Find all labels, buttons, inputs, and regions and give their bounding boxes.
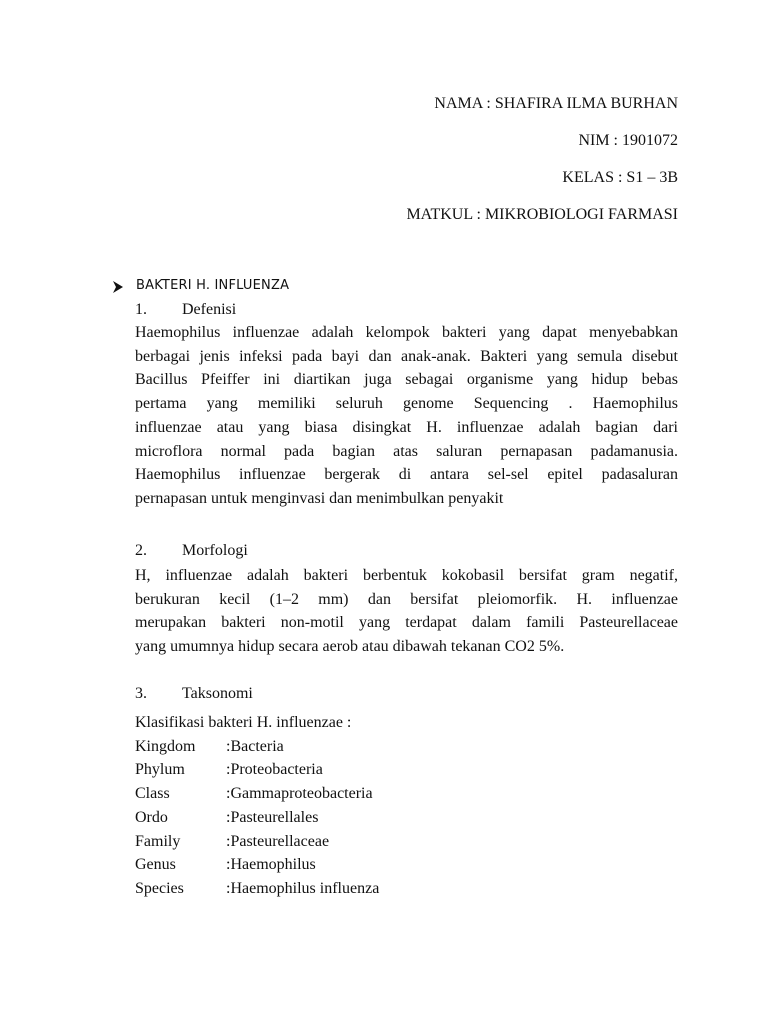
- taxonomy-key: Genus: [135, 856, 176, 874]
- paragraph-defenisi: [135, 321, 678, 511]
- taxonomy-value: :Pasteurellaceae: [226, 832, 330, 850]
- taxonomy-row: [135, 735, 379, 759]
- section-heading-taksonomi: [135, 683, 253, 705]
- section-heading-defenisi: [135, 299, 236, 321]
- paragraph-line: influenzae atau yang biasa disingkat H. influenzae adalah bagian dari: [135, 418, 678, 436]
- section-title: Morfologi: [182, 542, 248, 559]
- taxonomy-key: Class: [135, 785, 170, 803]
- taxonomy-value: :Haemophilus: [226, 856, 316, 874]
- header-nim: NIM : 1901072: [578, 132, 678, 149]
- taxonomy-row: [135, 758, 379, 782]
- bullet-title: BAKTERI H. INFLUENZA: [136, 278, 290, 293]
- taxonomy-key: Species: [135, 879, 184, 897]
- paragraph-line: Haemophilus influenzae bergerak di antara sel-sel epitel padasaluran: [135, 466, 678, 484]
- taxonomy-key: Ordo: [135, 808, 168, 826]
- paragraph-morfologi: [135, 564, 678, 659]
- section-heading-morfologi: [135, 540, 248, 562]
- taxonomy-value: :Proteobacteria: [226, 761, 323, 779]
- section-number: 3.: [135, 685, 147, 702]
- taxonomy-key: Kingdom: [135, 737, 196, 755]
- taxonomy-value: :Bacteria: [226, 737, 284, 755]
- taxonomy-key: Phylum: [135, 761, 185, 779]
- header-nama: NAMA : SHAFIRA ILMA BURHAN: [434, 95, 678, 112]
- section-number: 2.: [135, 542, 147, 559]
- paragraph-line: Haemophilus influenzae adalah kelompok bakteri yang dapat menyebabkan: [135, 324, 678, 341]
- arrow-bullet-icon: [112, 280, 124, 292]
- paragraph-line: H, influenzae adalah bakteri berbentuk kokobasil bersifat gram negatif,: [135, 567, 678, 584]
- section-title: Defenisi: [182, 301, 237, 318]
- paragraph-line: pertama yang memiliki seluruh genome Sequencing . Haemophilus: [135, 395, 678, 413]
- taxonomy-row: [135, 877, 379, 901]
- paragraph-line: berbagai jenis infeksi pada bayi dan anak-anak. Bakteri yang semula disebut: [135, 347, 678, 365]
- paragraph-line: microflora normal pada bagian atas saluran pernapasan padamanusia.: [135, 442, 678, 460]
- taxonomy-key: Family: [135, 832, 181, 850]
- paragraph-line: yang umumnya hidup secara aerob atau dibawah tekanan CO2 5%.: [135, 638, 565, 656]
- taxonomy-value: :Gammaproteobacteria: [226, 785, 373, 803]
- paragraph-line: pernapasan untuk menginvasi dan menimbulkan penyakit: [135, 489, 504, 507]
- header-kelas: KELAS : S1 – 3B: [562, 169, 678, 186]
- bullet-heading: [112, 278, 289, 293]
- paragraph-line: berukuran kecil (1–2 mm) dan bersifat pleiomorfik. H. influenzae: [135, 590, 678, 608]
- taxonomy-block: [135, 711, 379, 901]
- paragraph-line: Bacillus Pfeiffer ini diartikan juga sebagai organisme yang hidup bebas: [135, 371, 678, 389]
- taxonomy-row: [135, 853, 379, 877]
- paragraph-line: merupakan bakteri non-motil yang terdapat dalam famili Pasteurellaceae: [135, 614, 678, 632]
- taxonomy-value: :Pasteurellales: [226, 808, 319, 826]
- taxonomy-row: [135, 830, 379, 854]
- section-number: 1.: [135, 301, 147, 318]
- taxonomy-row: [135, 782, 379, 806]
- header-matkul: MATKUL : MIKROBIOLOGI FARMASI: [406, 206, 678, 223]
- taxonomy-row: [135, 806, 379, 830]
- section-title: Taksonomi: [182, 685, 253, 702]
- taxonomy-value: :Haemophilus influenza: [226, 879, 380, 897]
- taxonomy-intro: Klasifikasi bakteri H. influenzae :: [135, 714, 352, 731]
